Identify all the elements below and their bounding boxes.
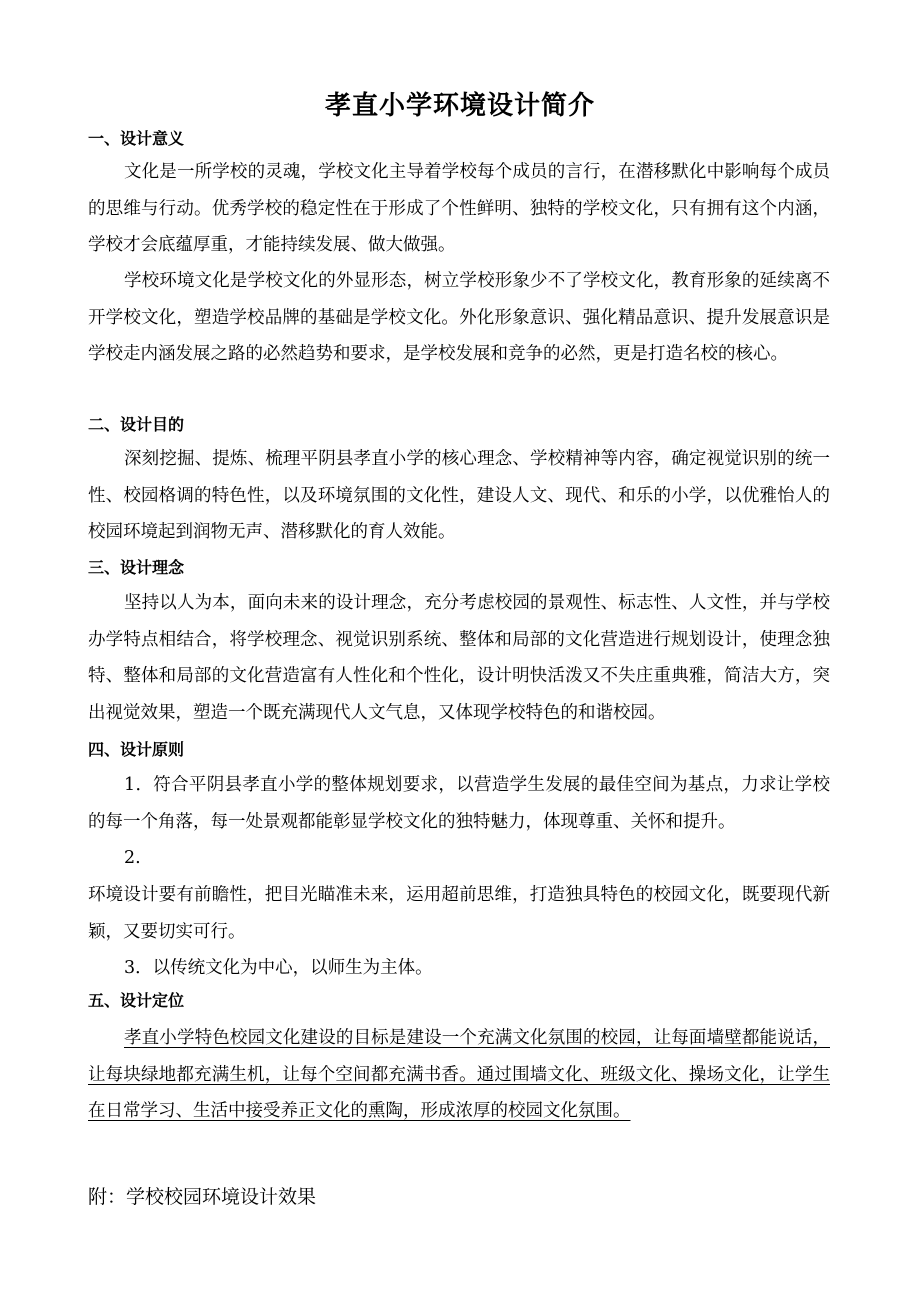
section-3-heading: 三、设计理念: [88, 558, 185, 577]
section-4-paragraph-1: 1．符合平阴县孝直小学的整体规划要求，以营造学生发展的最佳空间为基点，力求让学校的每一个角落，每一处景观都能彰显学校文化的独特魅力，体现尊重、关怀和提升。: [88, 775, 830, 832]
section-1-paragraph-2: 学校环境文化是学校文化的外显形态，树立学校形象少不了学校文化，教育形象的延续离不开学校文化，塑造学校品牌的基础是学校文化。外化形象意识、强化精品意识、提升发展意识是学校走内涵发展之路的必然趋势和要求，是学校发展和竞争的必然，更是打造名校的核心。: [88, 271, 830, 364]
appendix-note: 附：学校校园环境设计效果: [88, 1186, 317, 1208]
section-2-heading: 二、设计目的: [88, 415, 185, 434]
section-2-paragraph-1: 深刻挖掘、提炼、梳理平阴县孝直小学的核心理念、学校精神等内容，确定视觉识别的统一性、校园格调的特色性，以及环境氛围的文化性，建设人文、现代、和乐的小学，以优雅怡人的校园环境起到润物无声、潜移默化的育人效能。: [88, 449, 830, 542]
section-4-paragraph-3: 环境设计要有前瞻性，把目光瞄准未来，运用超前思维，打造独具特色的校园文化，既要现代新颖，又要切实可行。: [88, 885, 830, 942]
section-1-paragraph-1: 文化是一所学校的灵魂，学校文化主导着学校每个成员的言行，在潜移默化中影响每个成员的思维与行动。优秀学校的稳定性在于形成了个性鲜明、独特的学校文化，只有拥有这个内涵，学校才会底蕴厚重，才能持续发展、做大做强。: [88, 162, 830, 255]
document-title: 孝直小学环境设计简介: [324, 91, 595, 121]
section-3-paragraph-1: 坚持以人为本，面向未来的设计理念，充分考虑校园的景观性、标志性、人文性，并与学校办学特点相结合，将学校理念、视觉识别系统、整体和局部的文化营造进行规划设计，使理念独特、整体和局部的文化营造富有人性化和个性化，设计明快活泼又不失庄重典雅，简洁大方，突出视觉效果，塑造一个既充满现代人文气息，又体现学校特色的和谐校园。: [88, 593, 830, 723]
section-4-paragraph-4: 3．以传统文化为中心，以师生为主体。: [124, 958, 433, 978]
section-1-heading: 一、设计意义: [88, 129, 185, 148]
section-4-heading: 四、设计原则: [88, 740, 185, 759]
section-5-paragraph-1: 孝直小学特色校园文化建设的目标是建设一个充满文化氛围的校园，让每面墙壁都能说话，让每块绿地都充满生机，让每个空间都充满书香。通过围墙文化、班级文化、操场文化，让学生在日常学习、生活中接受养正文化的熏陶，形成浓厚的校园文化氛围。: [88, 1028, 830, 1121]
section-5-heading: 五、设计定位: [88, 991, 185, 1010]
section-4-paragraph-2: 2.: [124, 848, 141, 868]
